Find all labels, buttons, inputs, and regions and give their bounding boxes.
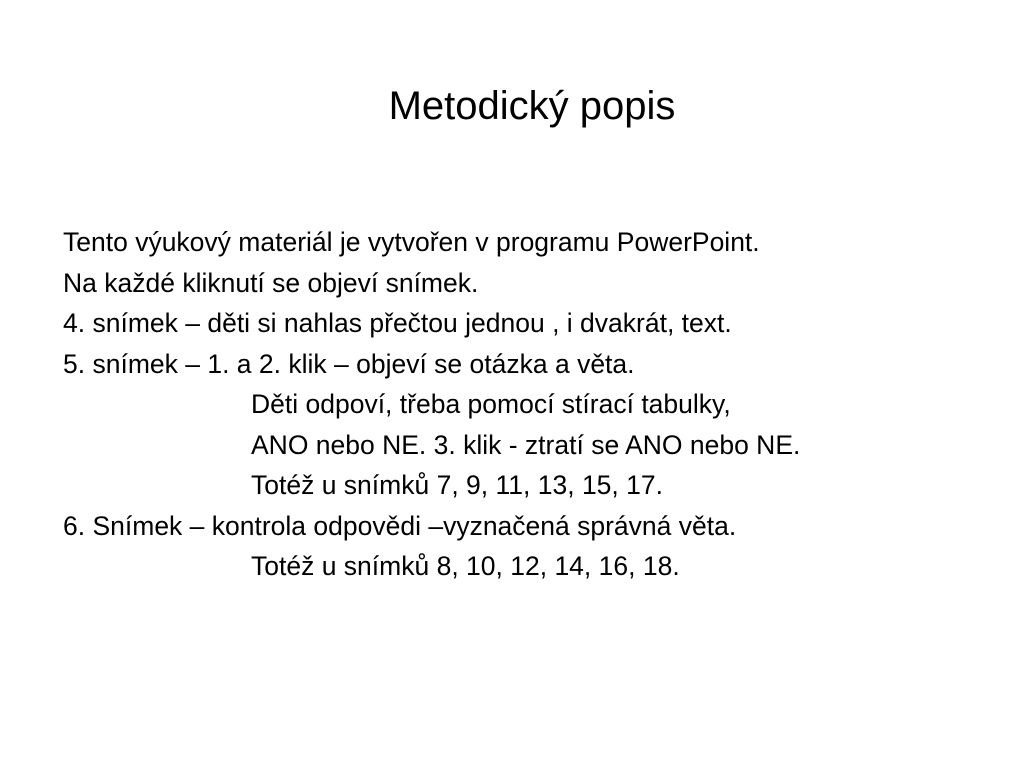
body-line-indented: Totéž u snímků 7, 9, 11, 13, 15, 17. (251, 470, 663, 500)
body-line-indented: Totéž u snímků 8, 10, 12, 14, 16, 18. (251, 551, 680, 581)
body-line: Na každé kliknutí se objeví snímek. (63, 267, 479, 298)
body-line: 4. snímek – děti si nahlas přečtou jednou , i dvakrát, text. (63, 308, 732, 338)
body-line: 6. Snímek – kontrola odpovědi –vyznačená správná věta. (63, 510, 737, 541)
slide-title: Metodický popis (388, 84, 676, 128)
slide-body (63, 222, 1013, 587)
body-line: 5. snímek – 1. a 2. klik – objeví se otázka a věta. (63, 348, 635, 379)
body-line-indented: ANO nebo NE. 3. klik - ztratí se ANO nebo NE. (251, 429, 801, 460)
body-line-indented: Děti odpoví, třeba pomocí stírací tabulky, (251, 389, 731, 419)
body-line: Tento výukový materiál je vytvořen v programu PowerPoint. (63, 227, 760, 257)
